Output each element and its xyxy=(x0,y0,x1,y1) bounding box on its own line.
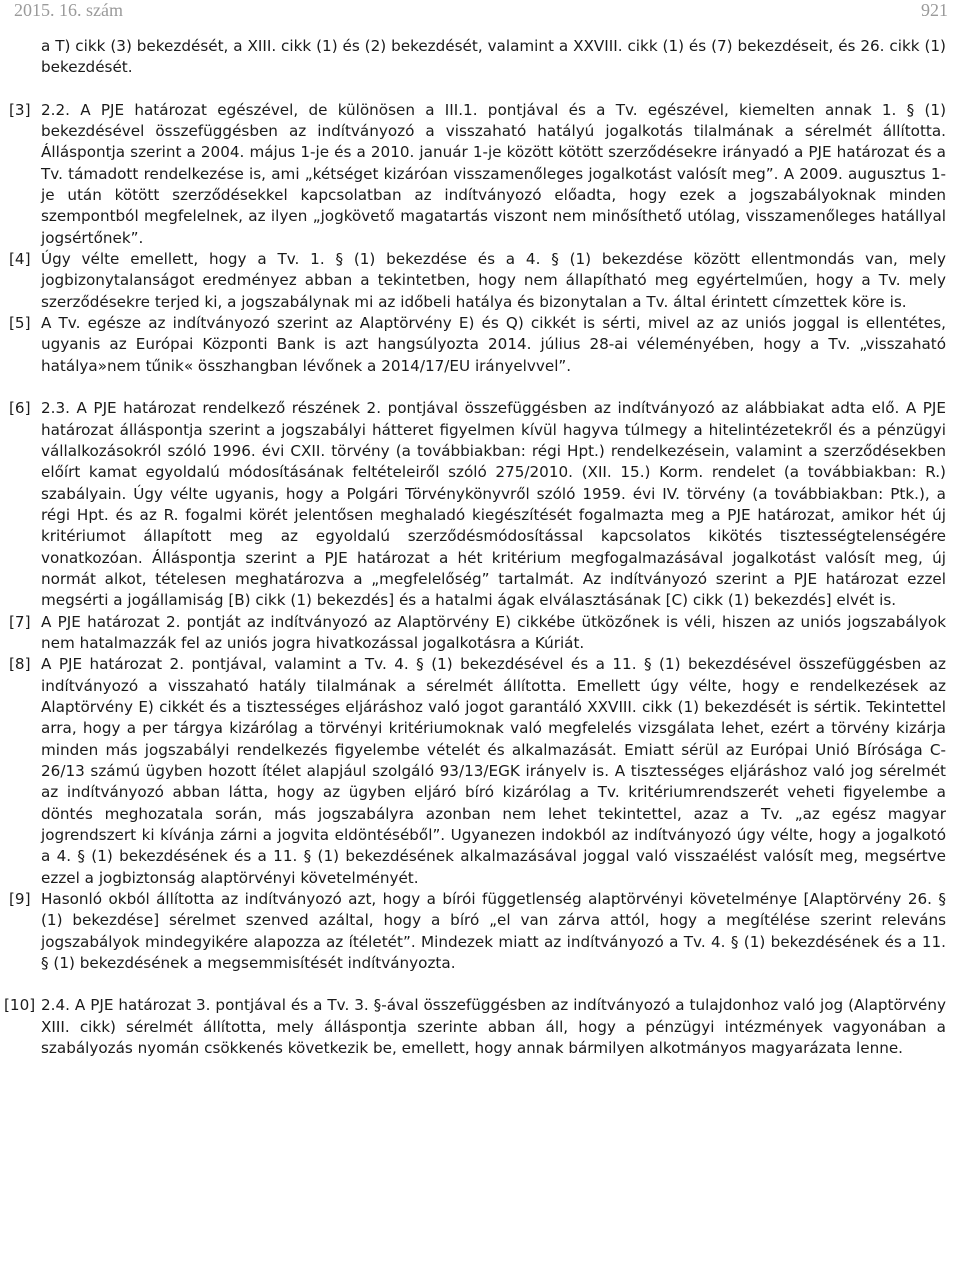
paragraph-text: Hasonló okból állította az indítványozó azt, hogy a bírói függetlenség alaptörvényi követelménye [Alaptörvény 26. § (1) bekezdése] sérelmet szenved azáltal, hogy a bíró „el van zárva attól, hogy a megítélése szerint releváns jogszabályok mindegyikére alapozza az ítéletét”. Mindezek miatt az indítványozó a Tv. 4. § (1) bekezdésének és a 11. § (1) bekezdésének a megsemmisítését indítványozta. xyxy=(41,890,946,973)
paragraph-number: [8] xyxy=(9,655,31,674)
page-number: 921 xyxy=(921,0,948,20)
paragraph-3 xyxy=(0,100,960,249)
paragraph-4 xyxy=(0,249,960,313)
paragraph-9 xyxy=(0,889,960,974)
paragraph-gap xyxy=(0,79,960,100)
paragraph-6 xyxy=(0,398,960,611)
paragraph-text: Úgy vélte emellett, hogy a Tv. 1. § (1) bekezdése és a 4. § (1) bekezdése között ellentmondás van, mely jogbizonytalanságot eredményez abban a tekintetben, hogy nem állapítható meg egyértelműen, hogy a Tv. mely szerződésekre terjed ki, a jogszabálynak mi az időbeli hatálya és bizonytalan a Tv. által érintett címzettek köre is. xyxy=(41,250,946,311)
paragraph-text: 2.3. A PJE határozat rendelkező részének 2. pontjával összefüggésben az indítványozó az alábbiakat adta elő. A PJE határozat álláspontja szerint a jogszabályi hátteret figyelmen kívül hagyva túlmegy a hitelintézetekről és a pénzügyi vállalkozásokról szóló 1996. évi CXII. törvény (a továbbiakban: régi Hpt.) rendelkezésein, valamint a szerződésekben előírt kamat egyoldalú módosításának feltételeiről szóló 275/2010. (XII. 15.) Korm. rendelet (a továbbiakban: R.) szabályain. Úgy vélte ugyanis, hogy a Polgári Törvénykönyvről szóló 1959. évi IV. törvény (a továbbiakban: Ptk.), a régi Hpt. és az R. fogalmi körét jelentősen meghaladó kiegészítését fogalmazta meg a PJE határozat, amikor hét új kritériumot állapított meg az egyoldalú szerződésmódosítással kapcsolatos kikötés tisztességtelenségére vonatkozóan. Álláspontja szerint a PJE határozat a hét kritérium megfogalmazásával jogalkotást valósít meg, új normát alkot, tételesen meghatározva a „megfelelőség” tartalmát. Az indítványozó szerint a PJE határozat ezzel megsérti a jogállamiság [B) cikk (1) bekezdés] és a hatalmi ágak elválasztásának [C) cikk (1) bekezdés] elvét is. xyxy=(41,399,946,610)
paragraph-7 xyxy=(0,612,960,655)
paragraph-10 xyxy=(0,995,960,1059)
paragraph-number: [10] xyxy=(4,996,36,1015)
paragraph-number: [4] xyxy=(9,250,31,269)
paragraph-number: [7] xyxy=(9,612,31,631)
paragraph-continued xyxy=(0,36,960,79)
paragraph-text: A Tv. egésze az indítványozó szerint az Alaptörvény E) és Q) cikkét is sérti, mivel az az uniós joggal is ellentétes, ugyanis az Európai Központi Bank is azt hangsúlyozta 2014. július 28-ai véleményében, hogy a Tv. „visszaható hatálya»nem tűnik« összhangban lévőnek a 2014/17/EU irányelvvel”. xyxy=(41,314,946,375)
paragraph-text: A PJE határozat 2. pontját az indítványozó az Alaptörvény E) cikkébe ütközőnek is véli, hiszen az uniós jogszabályok nem hatalmazzák fel az uniós jogra hivatkozással jogalkotásra a Kúriát. xyxy=(41,612,946,652)
page-header xyxy=(0,0,960,22)
paragraph-number: [5] xyxy=(9,314,31,333)
paragraph-8 xyxy=(0,654,960,889)
paragraph-text: A PJE határozat 2. pontjával, valamint a Tv. 4. § (1) bekezdésével és a 11. § (1) bekezdésével összefüggésben az indítványozó a visszaható hatály tilalmának a sérelmét állította. Emellett úgy vélte, hogy e rendelkezések az Alaptörvény E) cikkét és a tisztességes eljáráshoz való jogot garantáló XXVIII. cikk (1) bekezdését is sértik. Tekintettel arra, hogy a per tárgya kizárólag a törvényi kritériumoknak való megfelelés vizsgálata lehet, ezért a törvény kizárja minden más jogszabályi rendelkezés figyelembe vételét és alkalmazását. Emiatt sérül az Európai Unió Bírósága C-26/13 számú ügyben hozott ítélet alapjául szolgáló 93/13/EGK irányelv is. A tisztességes eljáráshoz való jog sérelmét az indítványozó abban látta, hogy az ügyben eljáró bíró kizárólag a Tv. kritériumrendszerét veheti figyelembe a döntés meghozatala során, más jogszabályra azonban nem lehet tekintettel, azaz a Tv. „az egész magyar jogrendszert ki kívánja zárni a jogvita eldöntéséből”. Ugyanezen indokból az indítványozó úgy vélte, hogy a jogalkotó a 4. § (1) bekezdésének és a 11. § (1) bekezdésének alkalmazásával joggal való visszaélést valósít meg, megsértve ezzel a jogbiztonság alaptörvényi követelményét. xyxy=(41,655,946,887)
paragraph-number: [6] xyxy=(9,399,31,418)
paragraph-5 xyxy=(0,313,960,377)
document-body xyxy=(0,36,960,1059)
paragraph-gap xyxy=(0,377,960,398)
paragraph-text: a T) cikk (3) bekezdését, a XIII. cikk (1) és (2) bekezdését, valamint a XXVIII. cikk (1) és (7) bekezdéseit, és 26. cikk (1) bekezdését. xyxy=(41,37,946,77)
issue-label: 2015. 16. szám xyxy=(14,0,123,20)
paragraph-text: 2.4. A PJE határozat 3. pontjával és a Tv. 3. §-ával összefüggésben az indítványozó a tulajdonhoz való jog (Alaptörvény XIII. cikk) sérelmét állította, mely álláspontja szerinte abban áll, hogy a pénzügyi intézmények vagyonában a szabályozás nyomán csökkenés következik be, emellett, hogy annak bármilyen alkotmányos magyarázata lenne. xyxy=(41,996,946,1058)
paragraph-gap xyxy=(0,974,960,995)
paragraph-number: [3] xyxy=(9,100,31,119)
paragraph-number: [9] xyxy=(9,890,31,909)
paragraph-text: 2.2. A PJE határozat egészével, de különösen a III.1. pontjával és a Tv. egészével, kiemelten annak 1. § (1) bekezdésével összefüggésben az indítványozó a visszaható hatályú jogalkotás tilalmának a sérelmét állította. Álláspontja szerint a 2004. május 1-je és a 2010. január 1-je között kötött szerződésekre irányadó a PJE határozat és a Tv. támadott rendelkezése is, ami „kétséget kizáróan visszamenőleges jogalkotást valósít meg”. A 2009. augusztus 1-je után kötött szerződésekkel kapcsolatban az indítványozó előadta, hogy ezek a jogszabályoknak minden szempontból megfelelnek, az ilyen „jogkövető magatartás viszont nem minősíthető utólag, visszamenőleges hatállyal jogsértőnek”. xyxy=(41,100,946,247)
